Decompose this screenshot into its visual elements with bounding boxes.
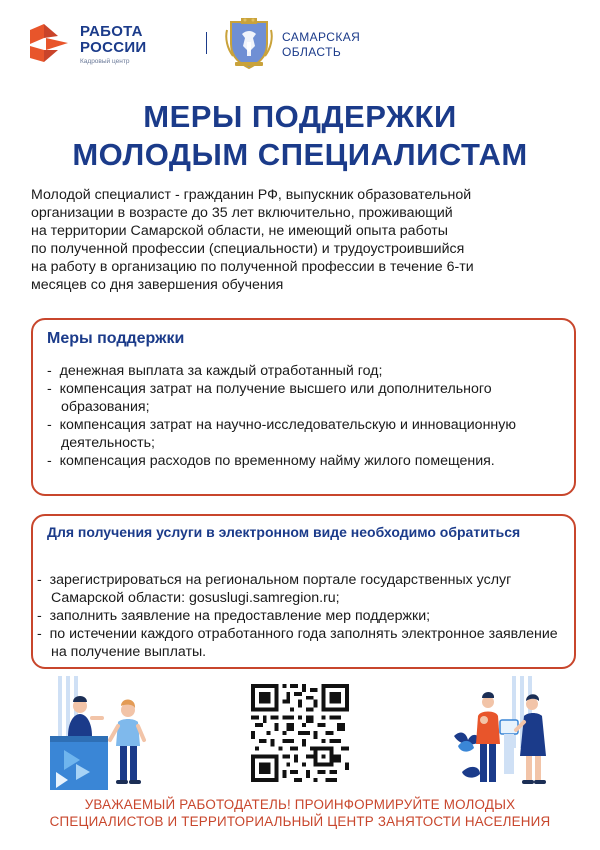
online-service-box: [31, 514, 576, 669]
region-name: [282, 30, 360, 60]
list-item: - заполнить заявление на предоставление мер поддержки;: [37, 607, 567, 625]
region-line1: САМАРСКАЯ: [282, 30, 361, 44]
list-item: - зарегистрироваться на региональном портале государственных услуг Самарской области: gosuslugi.samregion.ru;: [37, 571, 567, 607]
page-title: [0, 98, 600, 174]
intro-paragraph: [31, 186, 576, 294]
footer-line2: СПЕЦИАЛИСТОВ И ТЕРРИТОРИАЛЬНЫЙ ЦЕНТР ЗАНЯТОСТИ НАСЕЛЕНИЯ: [49, 814, 551, 829]
list-item: - компенсация затрат на получение высшего или дополнительного образования;: [47, 380, 557, 416]
title-line1: МЕРЫ ПОДДЕРЖКИ: [143, 99, 457, 134]
intro-line: на работу в организацию по полученной профессии в течение 6-ти: [31, 259, 474, 275]
brand-subtitle: Кадровый центр: [80, 58, 130, 65]
region-line2: ОБЛАСТЬ: [282, 45, 342, 59]
intro-line: организации в возрасте до 35 лет включительно, проживающий: [31, 205, 453, 221]
rabota-rossii-logo-icon: [28, 20, 74, 66]
footer-line1: УВАЖАЕМЫЙ РАБОТОДАТЕЛЬ! ПРОИНФОРМИРУЙТЕ МОЛОДЫХ: [84, 797, 516, 812]
support-measures-list: [47, 362, 557, 470]
page-header: [28, 18, 572, 78]
header-divider: [206, 32, 207, 54]
title-line2: МОЛОДЫМ СПЕЦИАЛИСТАМ: [72, 137, 528, 172]
list-item: - денежная выплата за каждый отработанный год;: [47, 362, 557, 380]
list-item: - компенсация затрат на научно-исследовательскую и инновационную деятельность;: [47, 416, 557, 452]
support-measures-heading: Меры поддержки: [47, 330, 185, 347]
brand-wordmark: [80, 24, 147, 65]
consultation-illustration-icon: [448, 676, 558, 790]
list-item: - по истечении каждого отработанного года заполнять электронное заявление на получение выплаты.: [37, 625, 567, 661]
support-measures-box: [31, 318, 576, 496]
intro-line: на территории Самарской области, не имеющий опыта работы: [31, 223, 448, 239]
employer-call-to-action: [0, 796, 600, 830]
brand-line2: РОССИИ: [80, 39, 147, 56]
samara-coat-of-arms-icon: [225, 18, 273, 70]
office-reception-illustration-icon: [50, 676, 160, 790]
qr-code-icon: [251, 684, 349, 782]
intro-line: месяцев со дня завершения обучения: [31, 277, 284, 293]
brand-line1: РАБОТА: [80, 23, 143, 40]
online-service-list: [37, 571, 567, 661]
intro-line: по полученной профессии (специальности) и трудоустроившийся: [31, 241, 465, 257]
online-service-heading: Для получения услуги в электронном виде необходимо обратиться: [47, 524, 521, 540]
intro-line: Молодой специалист - гражданин РФ, выпускник образовательной: [31, 187, 472, 203]
list-item: - компенсация расходов по временному найму жилого помещения.: [47, 452, 557, 470]
